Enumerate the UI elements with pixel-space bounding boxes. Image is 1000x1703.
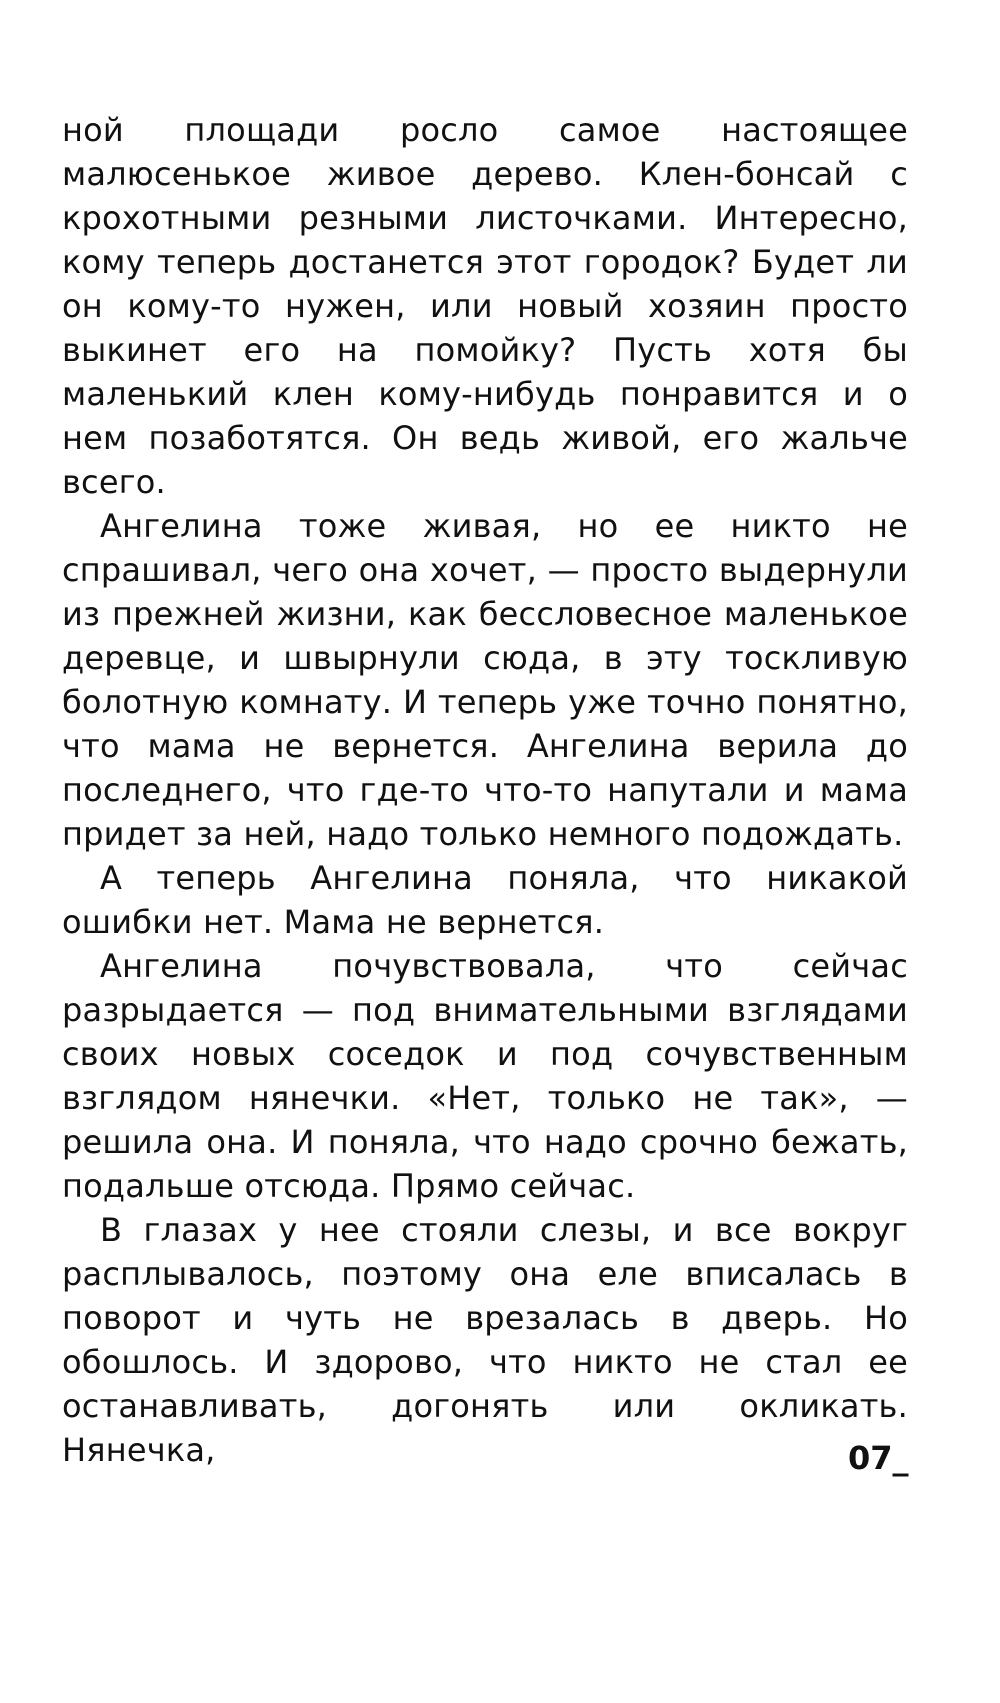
paragraph-4: Ангелина почувствовала, что сейчас разрыдается — под внимательными взглядами своих новых соседок и под сочувственным взглядом нянечки. «Нет, только не так», — решила она. И поняла, что надо срочно бежать, подальше отсюда. Прямо сейчас. <box>62 947 908 1205</box>
paragraph-5: В глазах у нее стояли слезы, и все вокруг расплывалось, поэтому она еле вписалась в поворот и чуть не врезалась в дверь. Но обошлось. И здорово, что никто не стал ее останавливать, догонять или окликать. Нянечка, <box>62 1211 908 1469</box>
paragraph-1: ной площади росло самое настоящее малюсенькое живое дерево. Клен-бонсай с крохотными резными листочками. Интересно, кому теперь достанется этот городок? Будет ли он кому-то нужен, или новый хозяин просто выкинет его на помойку? Пусть хотя бы маленький клен кому-нибудь понравится и о нем позаботятся. Он ведь живой, его жальче всего. <box>62 111 908 501</box>
paragraph-2: Ангелина тоже живая, но ее никто не спрашивал, чего она хочет, — просто выдернули из прежней жизни, как бессловесное маленькое деревце, и швырнули сюда, в эту тоскливую болотную комнату. И теперь уже точно понятно, что мама не вернется. Ангелина верила до последнего, что где-то что-то напутали и мама придет за ней, надо только немного подождать. <box>62 507 908 853</box>
page-text <box>62 108 908 1472</box>
paragraph-3: А теперь Ангелина поняла, что никакой ошибки нет. Мама не вернется. <box>62 859 908 941</box>
page-number: 07_ <box>848 1439 909 1477</box>
